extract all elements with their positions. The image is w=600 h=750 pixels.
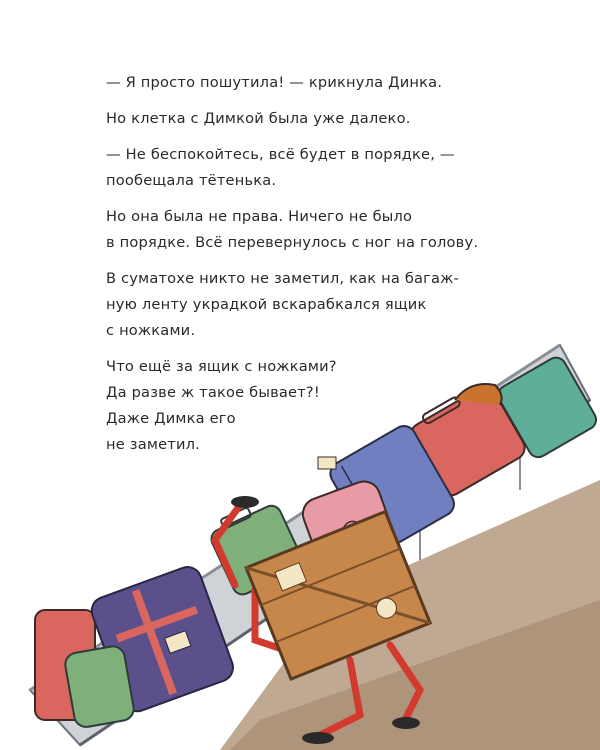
paragraph-3 [106, 142, 506, 194]
luggage-tag-blue [318, 457, 336, 469]
text-line: в порядке. Всё перевернулось с ног на голову. [106, 234, 479, 251]
text-line: ную ленту украдкой вскарабкался ящик [106, 296, 427, 313]
text-line: Даже Димка его [106, 410, 236, 427]
suitcase-green-left [63, 645, 135, 729]
baggage-belt-illustration [0, 300, 600, 750]
text-line: Что ещё за ящик с ножками? [106, 358, 337, 375]
paragraph-2 [106, 106, 506, 132]
text-line: с ножками. [106, 322, 196, 339]
text-line: Но она была не права. Ничего не было [106, 208, 413, 225]
text-line: не заметил. [106, 436, 201, 453]
paragraph-1 [106, 70, 506, 96]
text-line: Да разве ж такое бывает?! [106, 384, 320, 401]
text-line: В суматохе никто не заметил, как на багаж- [106, 270, 459, 287]
text-line: — Не беспокойтесь, всё будет в порядке, — [106, 146, 455, 163]
paragraph-4 [106, 204, 506, 256]
text-line: Но клетка с Димкой была уже далеко. [106, 110, 411, 127]
text-line: — Я просто пошутила! — крикнула Динка. [106, 74, 443, 91]
text-line: пообещала тётенька. [106, 172, 277, 189]
